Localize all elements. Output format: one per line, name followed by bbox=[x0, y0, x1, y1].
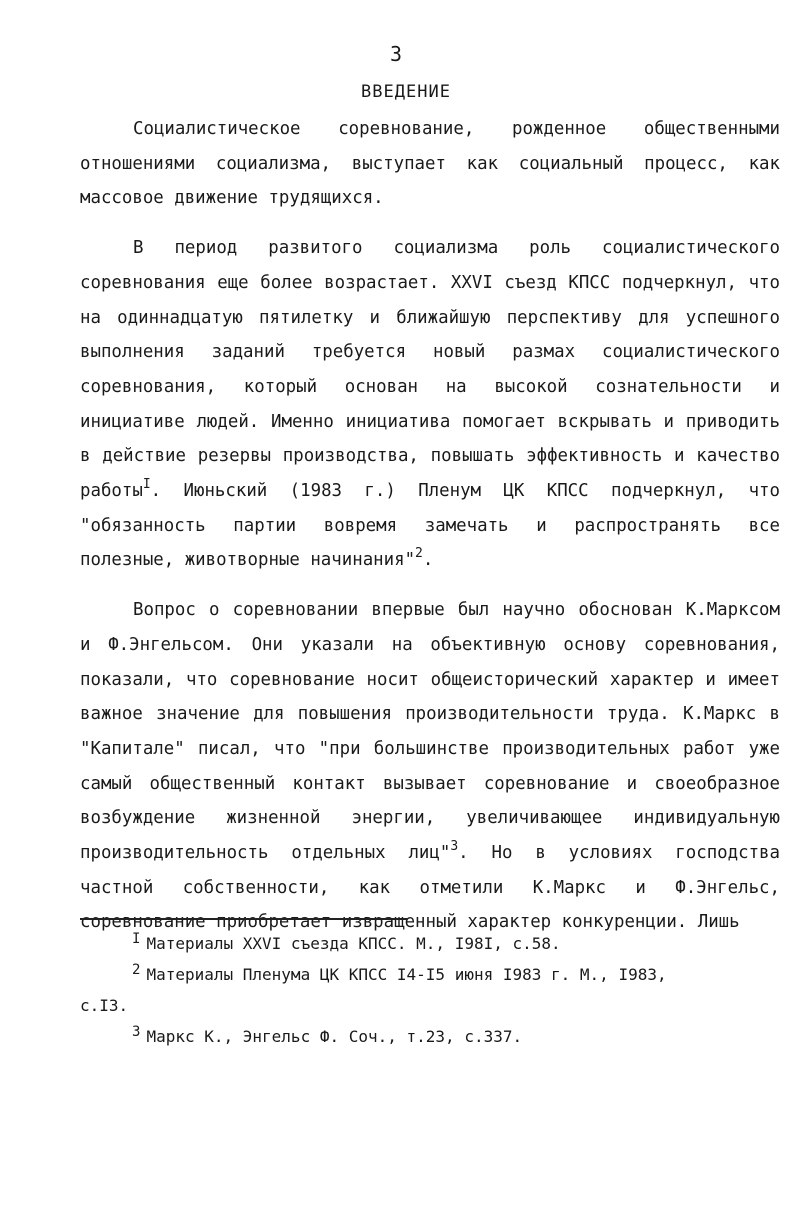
paragraph-3-text-b: . Но в условиях господства частной собственности, как отметили К.Маркс и Ф.Энгельс, соревнование приобретает извращенный характер конкуренции. Лишь bbox=[80, 843, 780, 933]
footnote-ref-1: I bbox=[142, 477, 151, 493]
footnote-ref-3: 3 bbox=[450, 839, 459, 855]
paragraph-1-text: Социалистическое соревнование, рожденное общественными отношениями социализма, выступает как социальный процесс, как массовое движение трудящихся. bbox=[80, 119, 780, 209]
body-text bbox=[80, 112, 780, 940]
footnote-1-text: Материалы XXVI съезда КПСС. М., I98I, с.58. bbox=[146, 934, 561, 953]
page-number: 3 bbox=[389, 42, 403, 66]
paragraph-2-text-b: . Июньский (1983 г.) Пленум ЦК КПСС подчеркнул, что "обязанность партии вовремя замечать и распространять все полезные, животворные начинания" bbox=[80, 481, 780, 571]
footnote-divider bbox=[80, 918, 407, 920]
footnotes bbox=[80, 928, 780, 1052]
paragraph-3-text-a: Вопрос о соревновании впервые был научно обоснован К.Марксом и Ф.Энгельсом. Они указали на объективную основу соревнования, показали, что соревнование носит общеисторический характер и имеет важное значение для повышения производительности труда. К.Маркс в "Капитале" писал, что "при большинстве производительных работ уже самый общественный контакт вызывает соревнование и своеобразное возбуждение жизненной энергии, увеличивающее индивидуальную производительность отдельных лиц" bbox=[80, 600, 780, 864]
footnote-2-continuation: с.I3. bbox=[80, 996, 129, 1015]
paragraph-2 bbox=[80, 231, 780, 578]
footnote-ref-2: 2 bbox=[415, 546, 423, 562]
footnote-1 bbox=[80, 928, 780, 959]
paragraph-3 bbox=[80, 593, 780, 940]
paragraph-2-text-a: В период развитого социализма роль социалистического соревнования еще более возрастает. XXVI съезд КПСС подчеркнул, что на одиннадцатую пятилетку и ближайшую перспективу для успешного выполнения заданий требуется новый размах социалистического соревнования, который основан на высокой сознательности и инициативе людей. Именно инициатива помогает вскрывать и приводить в действие резервы производства, повышать эффективность и качество работы bbox=[80, 238, 780, 502]
footnote-2 bbox=[80, 959, 780, 1021]
section-heading: ВВЕДЕНИЕ bbox=[361, 82, 451, 102]
footnote-3-text: Маркс К., Энгельс Ф. Соч., т.23, с.337. bbox=[146, 1027, 523, 1046]
paragraph-2-text-c: . bbox=[422, 550, 434, 571]
footnote-3-mark: 3 bbox=[132, 1024, 141, 1040]
footnote-1-mark: I bbox=[132, 931, 141, 947]
footnote-2-mark: 2 bbox=[132, 962, 141, 978]
footnote-2-text: Материалы Пленума ЦК КПСС I4-I5 июня I983 г. М., I983, bbox=[146, 965, 667, 984]
footnote-3 bbox=[80, 1021, 780, 1052]
paragraph-1 bbox=[80, 112, 780, 216]
